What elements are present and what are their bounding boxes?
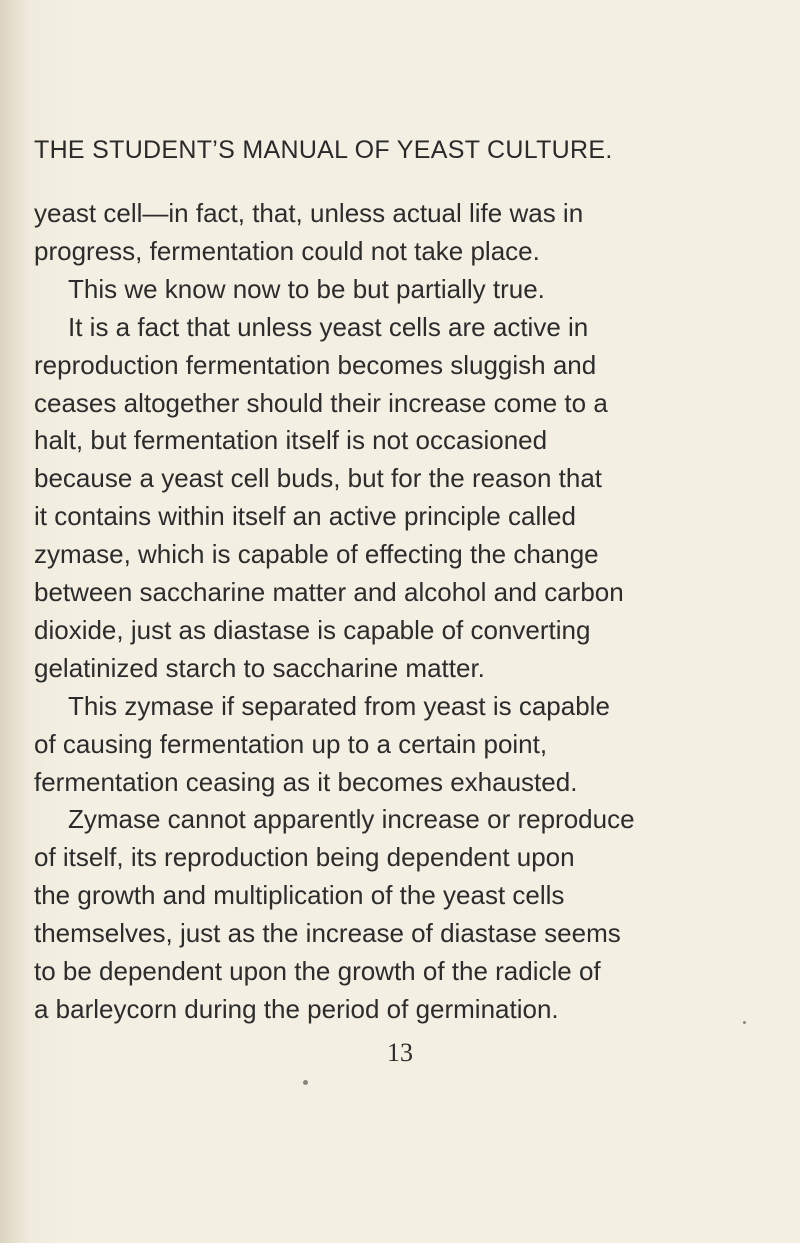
paper-speck: [743, 1021, 746, 1024]
text-line: between saccharine matter and alcohol and carbon: [34, 577, 624, 607]
text-line: because a yeast cell buds, but for the reason that: [34, 463, 603, 494]
text-line: the growth and multiplication of the yeast cells: [34, 880, 565, 911]
text-line: This zymase if separated from yeast is capable: [68, 690, 610, 721]
text-line: ceases altogether should their increase come to a: [34, 387, 608, 418]
running-head: THE STUDENT’S MANUAL OF YEAST CULTURE.: [34, 136, 613, 164]
text-line: of causing fermentation up to a certain point,: [34, 728, 548, 759]
text-line: fermentation ceasing as it becomes exhausted.: [34, 766, 578, 797]
page-number: 13: [387, 1038, 413, 1067]
text-line: zymase, which is capable of effecting the change: [34, 539, 599, 570]
text-line: progress, fermentation could not take place.: [34, 235, 540, 266]
text-line: of itself, its reproduction being dependent upon: [34, 842, 575, 873]
text-line: it contains within itself an active principle called: [34, 501, 576, 532]
text-line: It is a fact that unless yeast cells are active in: [68, 311, 589, 342]
text-line: halt, but fermentation itself is not occasioned: [34, 425, 548, 456]
text-line: This we know now to be but partially true.: [68, 273, 545, 304]
paper-speck: [303, 1080, 308, 1085]
text-line: gelatinized starch to saccharine matter.: [34, 652, 485, 683]
text-line: Zymase cannot apparently increase or reproduce: [68, 804, 635, 835]
text-line: yeast cell—in fact, that, unless actual life was in: [34, 198, 584, 228]
text-line: a barleycorn during the period of germination.: [34, 993, 559, 1024]
text-line: reproduction fermentation becomes sluggish and: [34, 349, 597, 380]
text-line: to be dependent upon the growth of the radicle of: [34, 956, 601, 986]
text-line: themselves, just as the increase of diastase seems: [34, 918, 621, 949]
text-line: dioxide, just as diastase is capable of converting: [34, 614, 591, 645]
